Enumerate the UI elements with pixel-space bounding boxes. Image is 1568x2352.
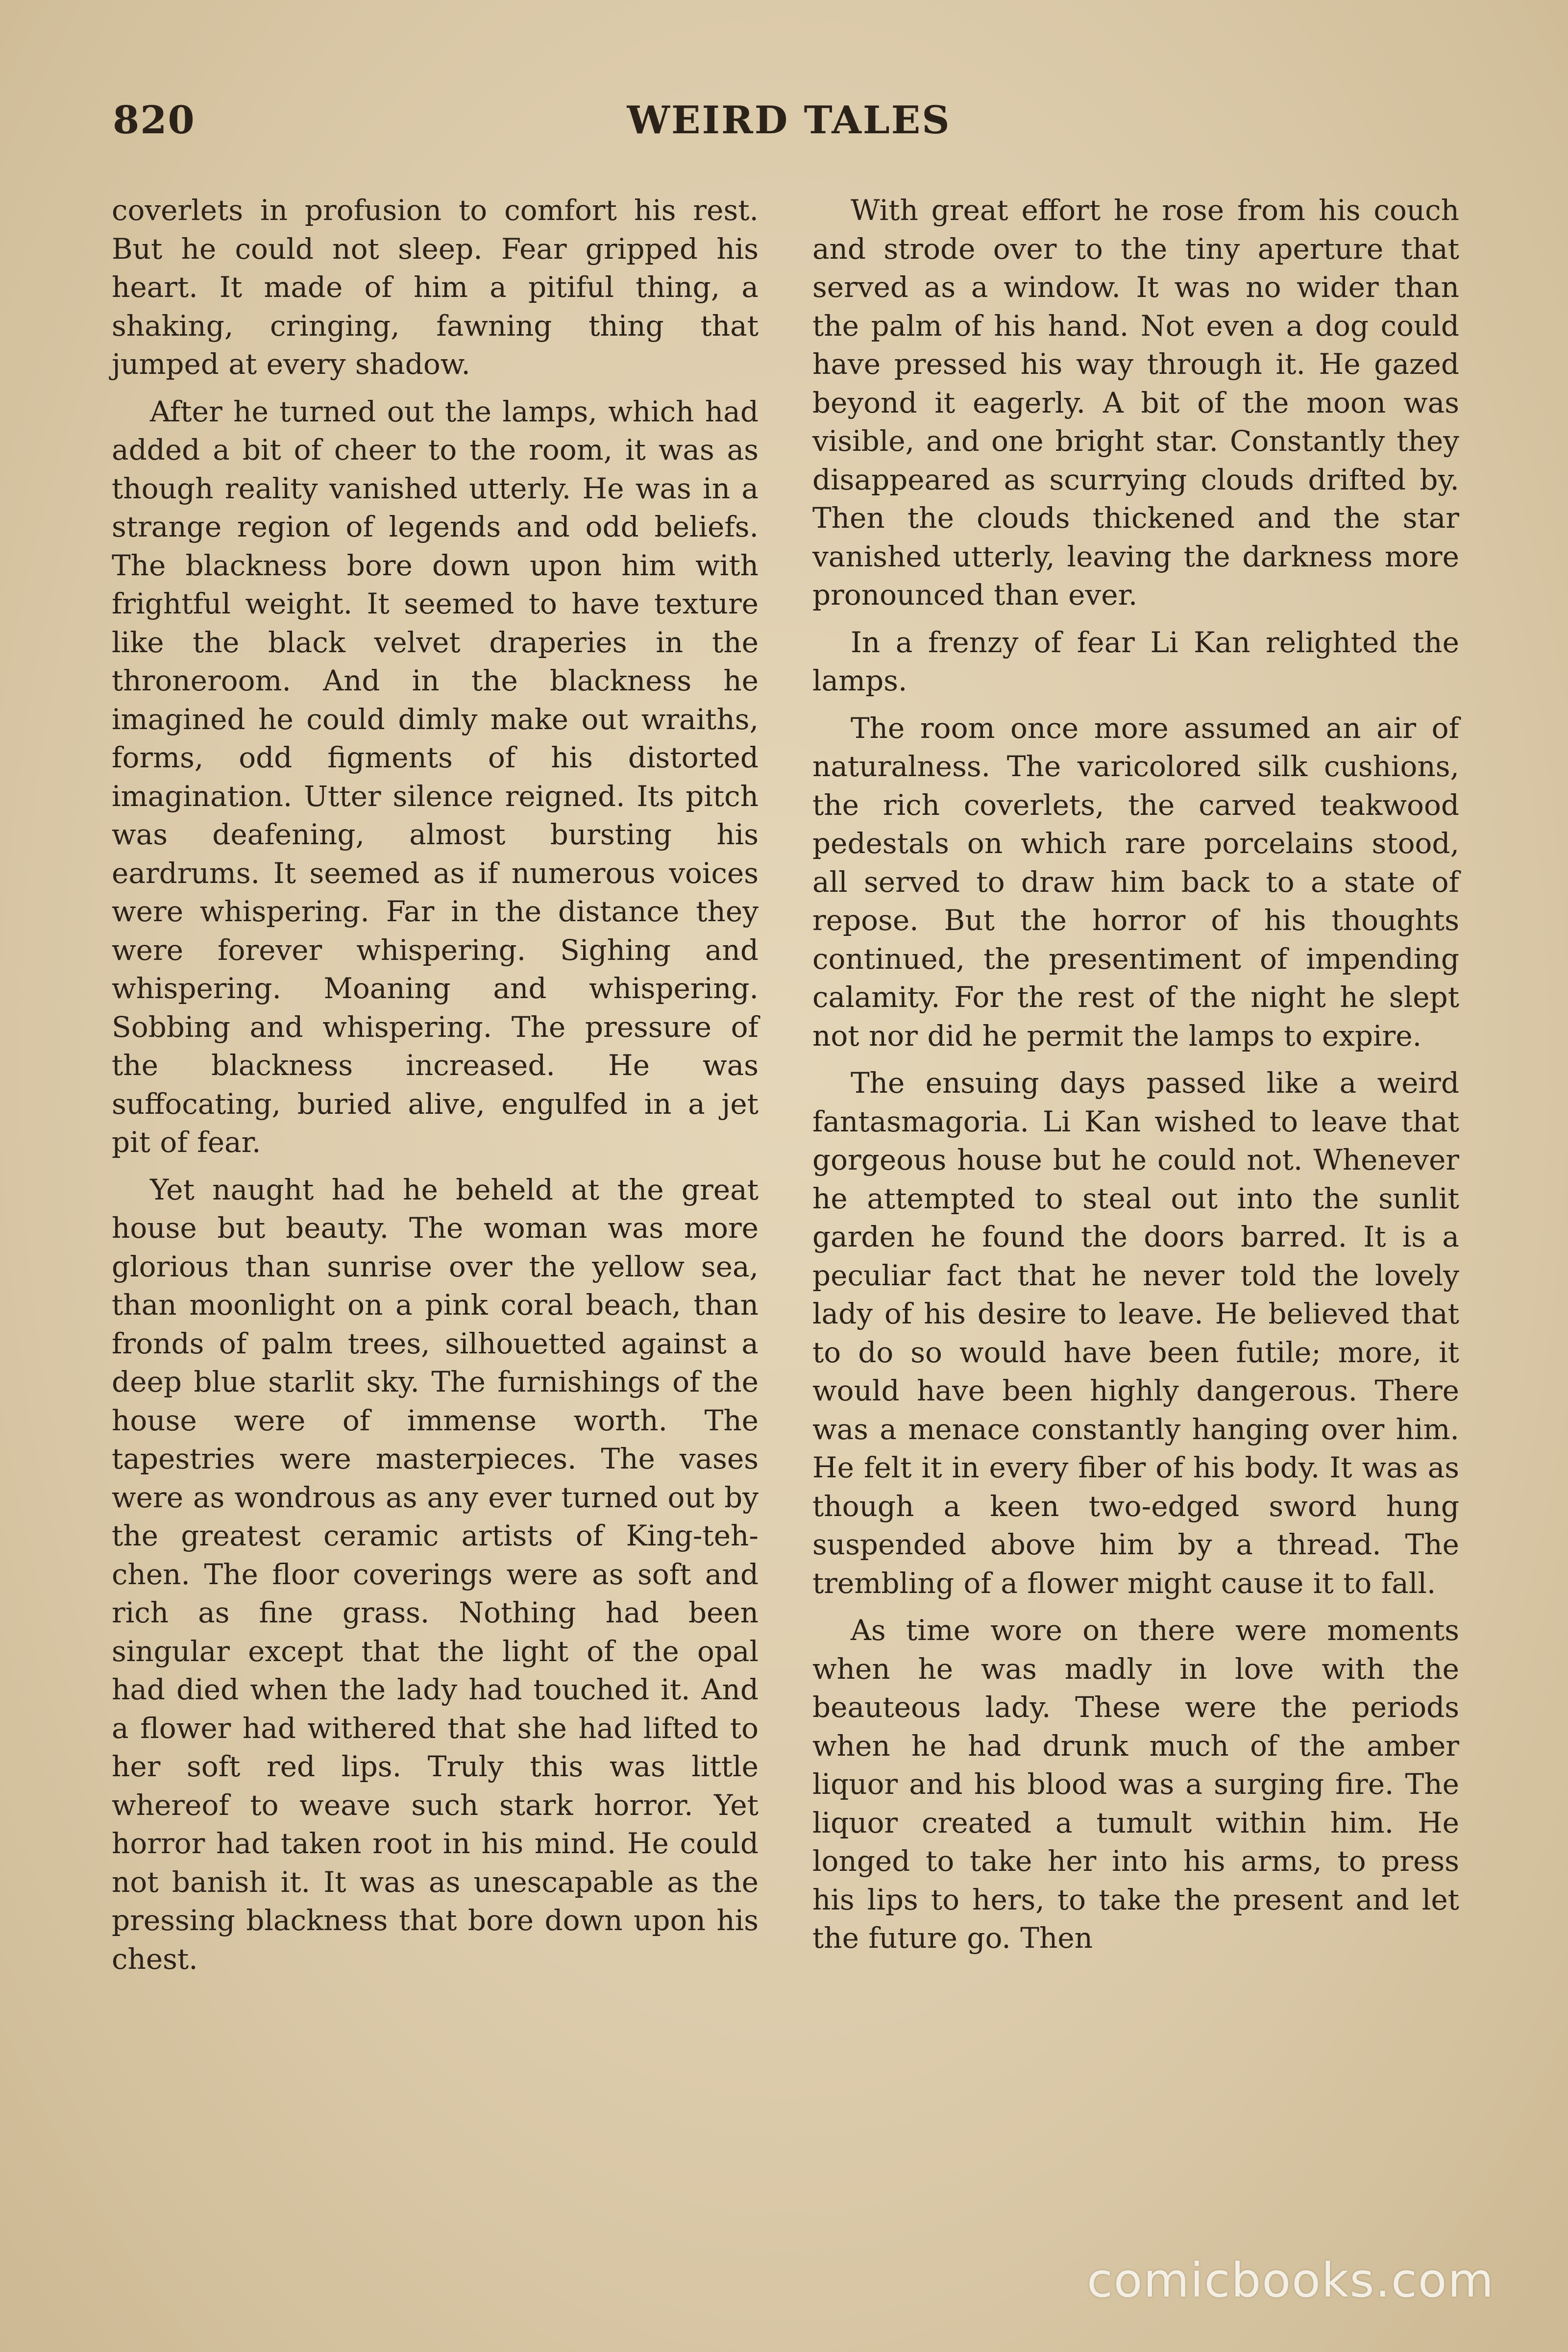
page-number: 820 bbox=[113, 98, 196, 143]
paragraph: The room once more assumed an air of naturalness. The varicolored silk cushions, the rich coverlets, the carved teakwood pedestals on which rare porcelains stood, all served to draw him back to a state of repose. But the horror of his thoughts continued, the presentiment of impending calamity. For the rest of the night he slept not nor did he permit the lamps to expire. bbox=[812, 711, 1459, 1053]
paragraph: As time wore on there were moments when he was madly in love with the beauteous lady. These were the periods when he had drunk much of the amber liquor and his blood was a surging fire. The liquor created a tumult within him. He longed to take her into his arms, to press his lips to hers, to take the present and let the future go. Then bbox=[812, 1614, 1459, 1955]
right-column bbox=[812, 191, 1459, 1966]
page-header bbox=[113, 98, 1465, 152]
paragraph: The ensuing days passed like a weird fantasmagoria. Li Kan wished to leave that gorgeous house but he could not. Whenever he attempted to steal out into the sunlit garden he found the doors barred. It is a peculiar fact that he never told the lovely lady of his desire to leave. He believed that to do so would have been futile; more, it would have been highly dangerous. There was a menace constantly hanging over him. He felt it in every fiber of his body. It was as though a keen two-edged sword hung suspended above him by a thread. The trembling of a flower might cause it to fall. bbox=[812, 1066, 1459, 1600]
paragraph: With great effort he rose from his couch and strode over to the tiny aperture that served as a window. It was no wider than the palm of his hand. Not even a dog could have pressed his way through it. He gazed beyond it eagerly. A bit of the moon was visible, and one bright star. Constantly they disappeared as scurrying clouds drifted by. Then the clouds thickened and the star vanished utterly, leaving the darkness more pronounced than ever. bbox=[812, 194, 1459, 612]
watermark: comicbooks.com bbox=[1086, 2253, 1494, 2308]
left-column bbox=[112, 191, 759, 1987]
paragraph: In a frenzy of fear Li Kan relighted the lamps. bbox=[812, 625, 1459, 697]
paragraph: coverlets in profusion to comfort his rest. But he could not sleep. Fear gripped his heart. It made of him a pitiful thing, a shaking, cringing, fawning thing that jumped at every shadow. bbox=[112, 194, 759, 381]
running-head: WEIRD TALES bbox=[627, 98, 951, 143]
paragraph: Yet naught had he beheld at the great house but beauty. The woman was more glorious than sunrise over the yellow sea, than moonlight on a pink coral beach, than fronds of palm trees, silhouetted against a deep blue starlit sky. The furnishings of the house were of immense worth. The tapestries were masterpieces. The vases were as wondrous as any ever turned out by the greatest ceramic artists of King-teh-chen. The floor coverings were as soft and rich as fine grass. Nothing had been singular except that the light of the opal had died when the lady had touched it. And a flower had withered that she had lifted to her soft red lips. Truly this was little whereof to weave such stark horror. Yet horror had taken root in his mind. He could not banish it. It was as unescapable as the pressing blackness that bore down upon his chest. bbox=[112, 1173, 759, 1976]
paragraph: After he turned out the lamps, which had added a bit of cheer to the room, it was as though reality vanished utterly. He was in a strange region of legends and odd beliefs. The blackness bore down upon him with frightful weight. It seemed to have texture like the black velvet draperies in the throneroom. And in the blackness he imagined he could dimly make out wraiths, forms, odd figments of his distorted imagination. Utter silence reigned. Its pitch was deafening, almost bursting his eardrums. It seemed as if numerous voices were whispering. Far in the distance they were forever whispering. Sighing and whispering. Moaning and whispering. Sobbing and whispering. The pressure of the blackness increased. He was suffocating, buried alive, engulfed in a jet pit of fear. bbox=[112, 394, 759, 1159]
